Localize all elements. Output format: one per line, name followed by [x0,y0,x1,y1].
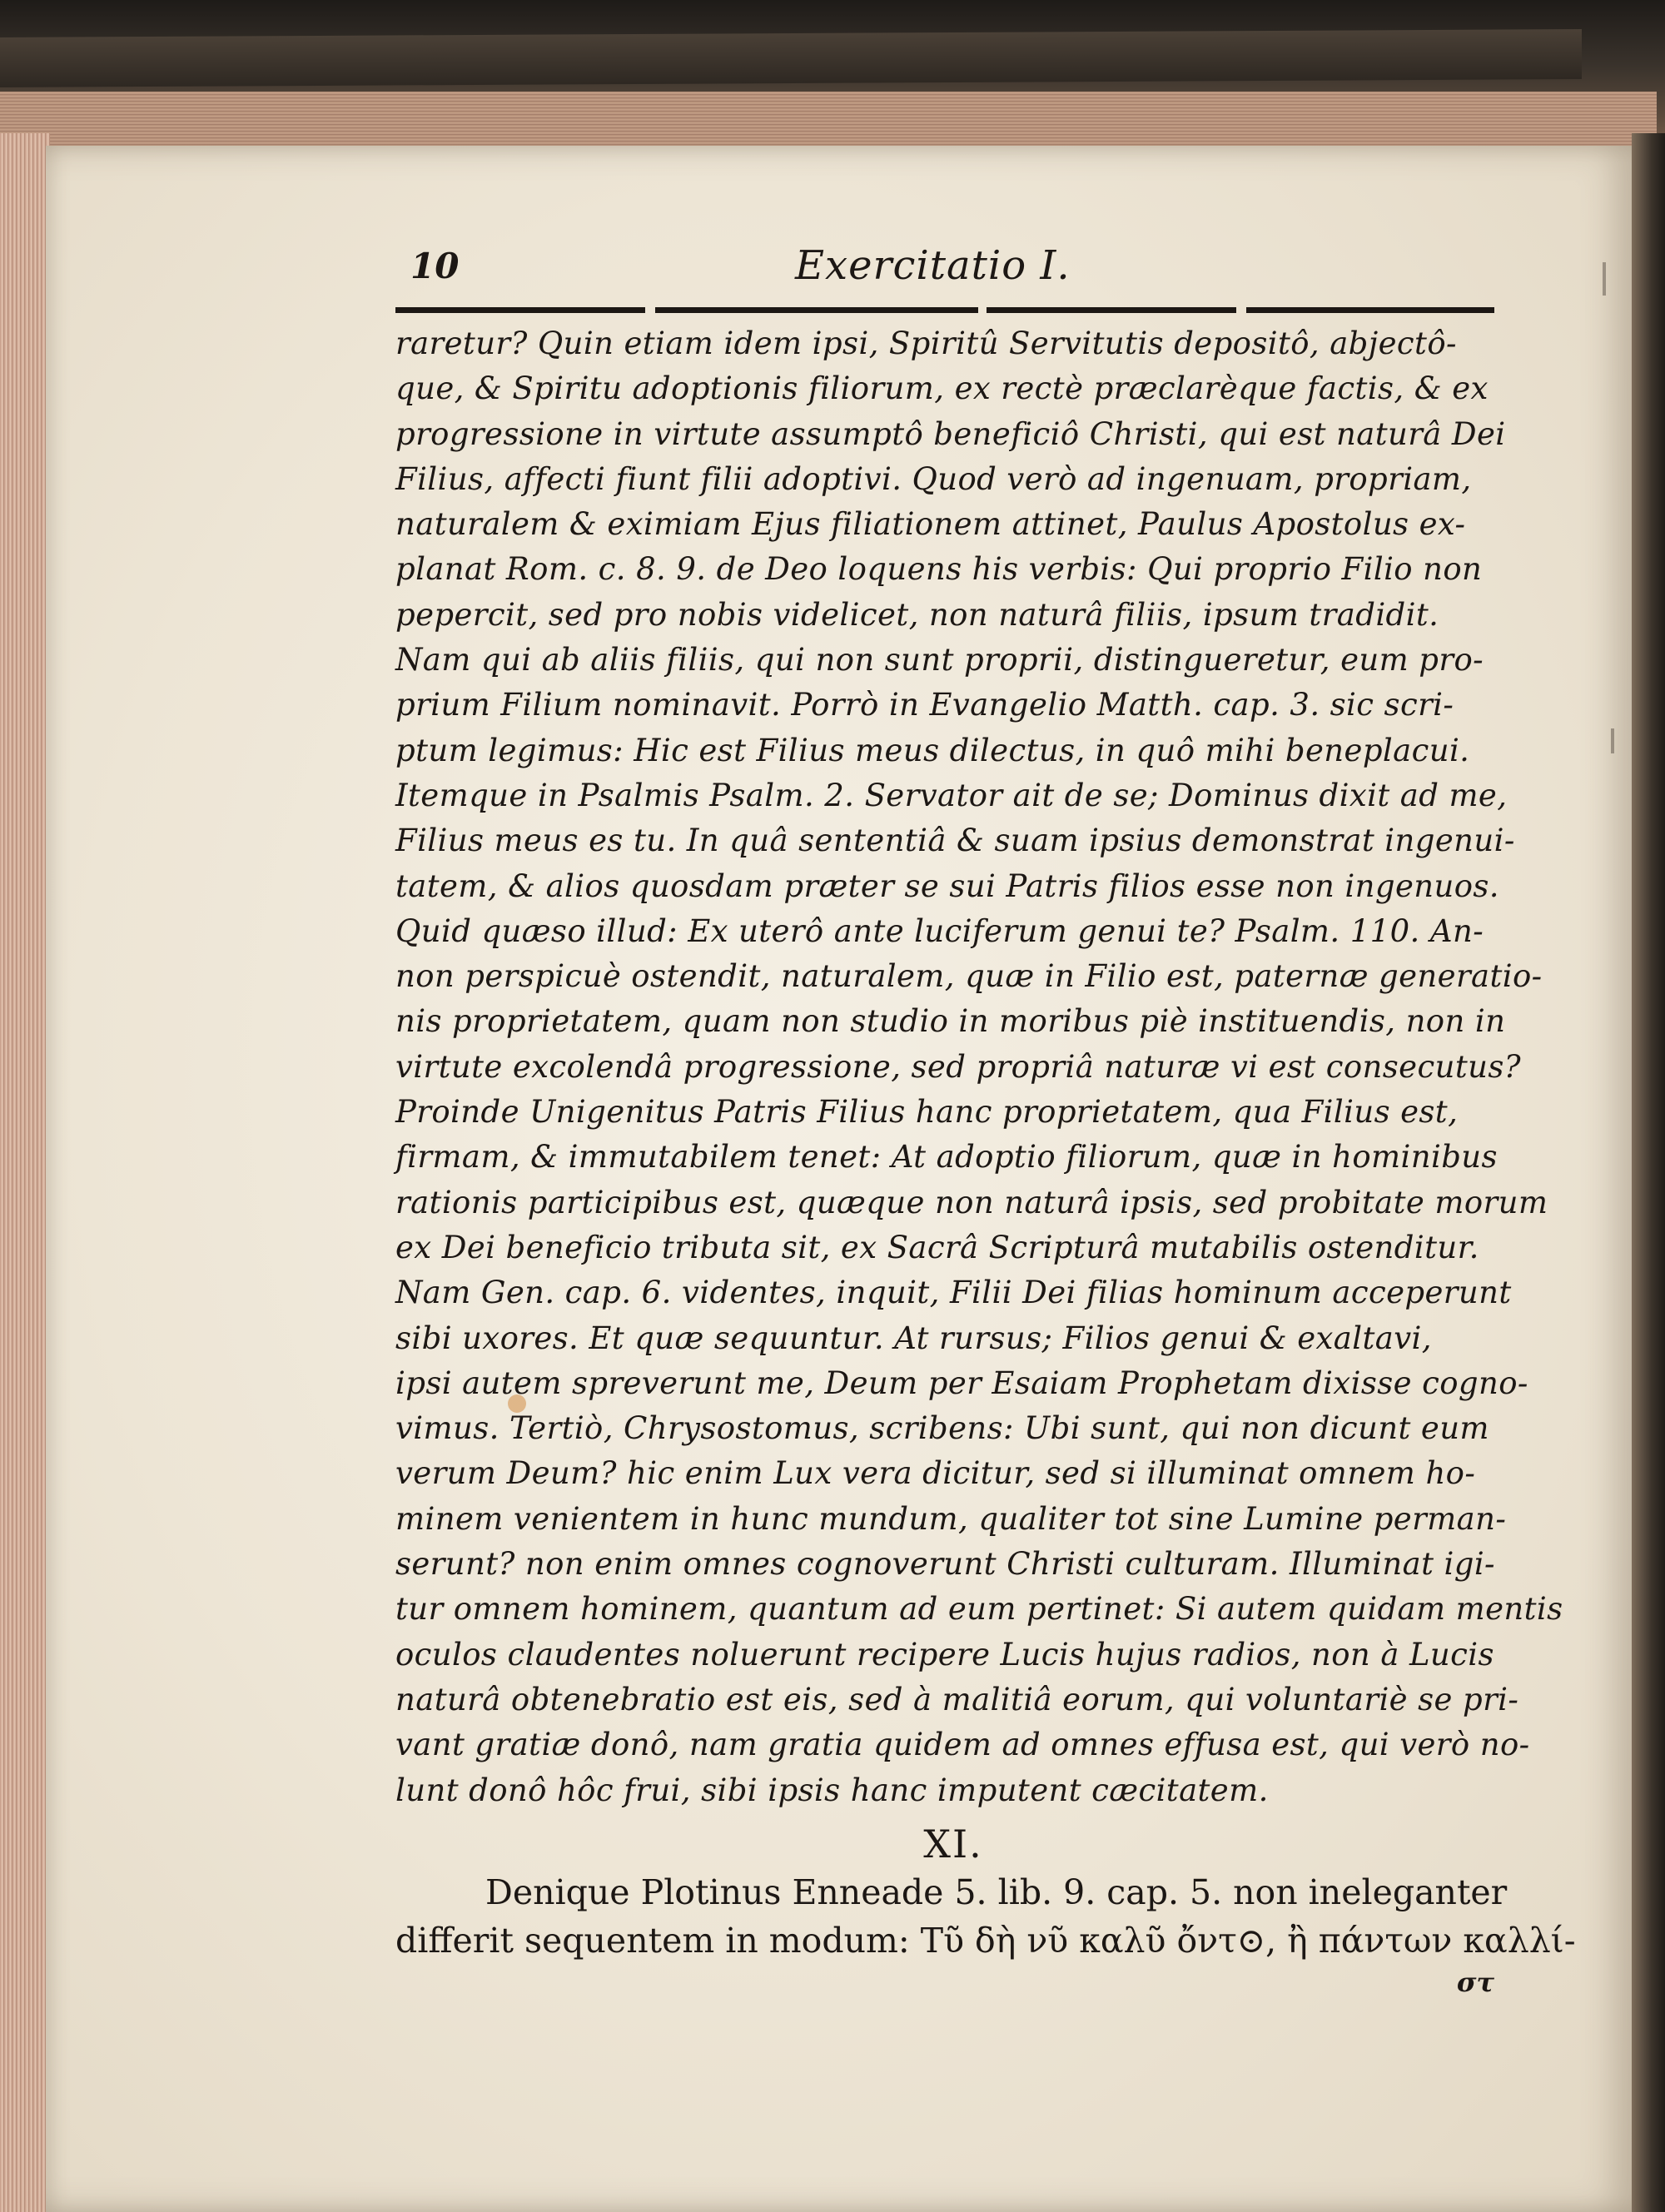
page-number: 10 [410,246,460,286]
page-gutter-right [1632,133,1665,2212]
text-line: Nam Gen. cap. 6. videntes, inquit, Filii Dei filias hominum acceperunt [395,1275,1512,1311]
page-stack-left [0,133,50,2212]
text-line: Proinde Unigenitus Patris Filius hanc proprietatem, qua Filius est, [395,1094,1459,1131]
text-line: serunt? non enim omnes cognoverunt Christi culturam. Illuminat igi- [395,1546,1495,1583]
text-line: rationis participibus est, quæque non naturâ ipsis, sed probitate morum [395,1184,1548,1220]
text-line: Nam qui ab aliis filiis, qui non sunt proprii, distingueretur, eum pro- [395,642,1484,679]
text-line: prium Filium nominavit. Porrò in Evangelio Matth. cap. 3. sic scri- [395,687,1454,723]
text-line: nis proprietatem, quam non studio in moribus piè instituendis, non in [395,1003,1506,1040]
text-line: planat Rom. c. 8. 9. de Deo loquens his verbis: Qui proprio Filio non [395,551,1483,588]
text-line: minem venientem in hunc mundum, qualiter tot sine Lumine perman- [395,1500,1507,1537]
header-rule [395,307,1494,313]
text-line: virtute excolendâ progressione, sed propriâ naturæ vi est consecutus? [395,1048,1521,1085]
text-line: que, & Spiritu adoptionis filiorum, ex rectè præclarèque factis, & ex [395,370,1489,407]
text-line: ex Dei beneficio tributa sit, ex Sacrâ Scripturâ mutabilis ostenditur. [395,1229,1479,1265]
text-line: vant gratiæ donô, nam gratia quidem ad omnes effusa est, qui verò no- [395,1727,1530,1763]
section-text-line: Denique Plotinus Enneade 5. lib. 9. cap. 5. non ineleganter [485,1872,1508,1912]
running-title: Exercitatio I. [795,242,1071,289]
text-line: oculos claudentes noluerunt recipere Lucis hujus radios, non à Lucis [395,1636,1494,1673]
text-line: lunt donô hôc frui, sibi ipsis hanc imputent cæcitatem. [395,1772,1269,1808]
text-line: Quid quæso illud: Ex uterô ante luciferum genui te? Psalm. 110. An- [395,912,1484,949]
text-line: naturâ obtenebratio est eis, sed à malitiâ eorum, qui voluntariè se pri- [395,1681,1519,1717]
text-line: naturalem & eximiam Ejus filiationem attinet, Paulus Apostolus ex- [395,506,1466,543]
text-line: raretur? Quin etiam idem ipsi, Spiritû Servitutis depositô, abjectô- [395,326,1457,361]
page-mark [1603,262,1606,296]
text-line: ipsi autem spreverunt me, Deum per Esaiam Prophetam dixisse cogno- [395,1364,1528,1401]
text-line: Itemque in Psalmis Psalm. 2. Servator ait de se; Dominus dixit ad me, [395,777,1508,813]
text-line: Filius meus es tu. In quâ sententiâ & suam ipsius demonstrat ingenui- [395,823,1515,859]
text-line: progressione in virtute assumptô beneficiô Christi, qui est naturâ Dei [395,415,1506,452]
section-number: XI. [923,1821,983,1867]
text-line: verum Deum? hic enim Lux vera dicitur, sed si illuminat omnem ho- [395,1455,1476,1492]
page-content [395,237,1576,1998]
text-line: non perspicuè ostendit, naturalem, quæ in Filio est, paternæ generatio- [395,958,1543,995]
section-text-line: differit sequentem in modum: Τῦ δὴ νῦ καλῦ ὄντ⊙, ἢ πάντων καλλί- [395,1920,1576,1961]
running-head [395,237,1511,304]
text-line: pepercit, sed pro nobis videlicet, non naturâ filiis, ipsum tradidit. [395,596,1439,633]
text-line: tatem, & alios quosdam præter se sui Patris filios esse non ingenuos. [395,867,1499,904]
page-mark [1611,728,1614,753]
catchword: στ [1456,1966,1494,1998]
text-line: tur omnem hominem, quantum ad eum pertinet: Si autem quidam mentis [395,1591,1563,1628]
text-line: sibi uxores. Et quæ sequuntur. At rursus; Filios genui & exaltavi, [395,1320,1432,1356]
text-line: ptum legimus: Hic est Filius meus dilectus, in quô mihi beneplacui. [395,732,1470,768]
text-line: vimus. Tertiò, Chrysostomus, scribens: Ubi sunt, qui non dicunt eum [395,1410,1489,1447]
text-line: Filius, affecti fiunt filii adoptivi. Quod verò ad ingenuam, propriam, [395,460,1472,497]
body-text [395,321,1563,1813]
text-line: firmam, & immutabilem tenet: At adoptio filiorum, quæ in hominibus [395,1139,1498,1176]
binding-strip [0,29,1582,87]
book-top-edge [0,0,1665,167]
book-page [46,146,1640,2212]
